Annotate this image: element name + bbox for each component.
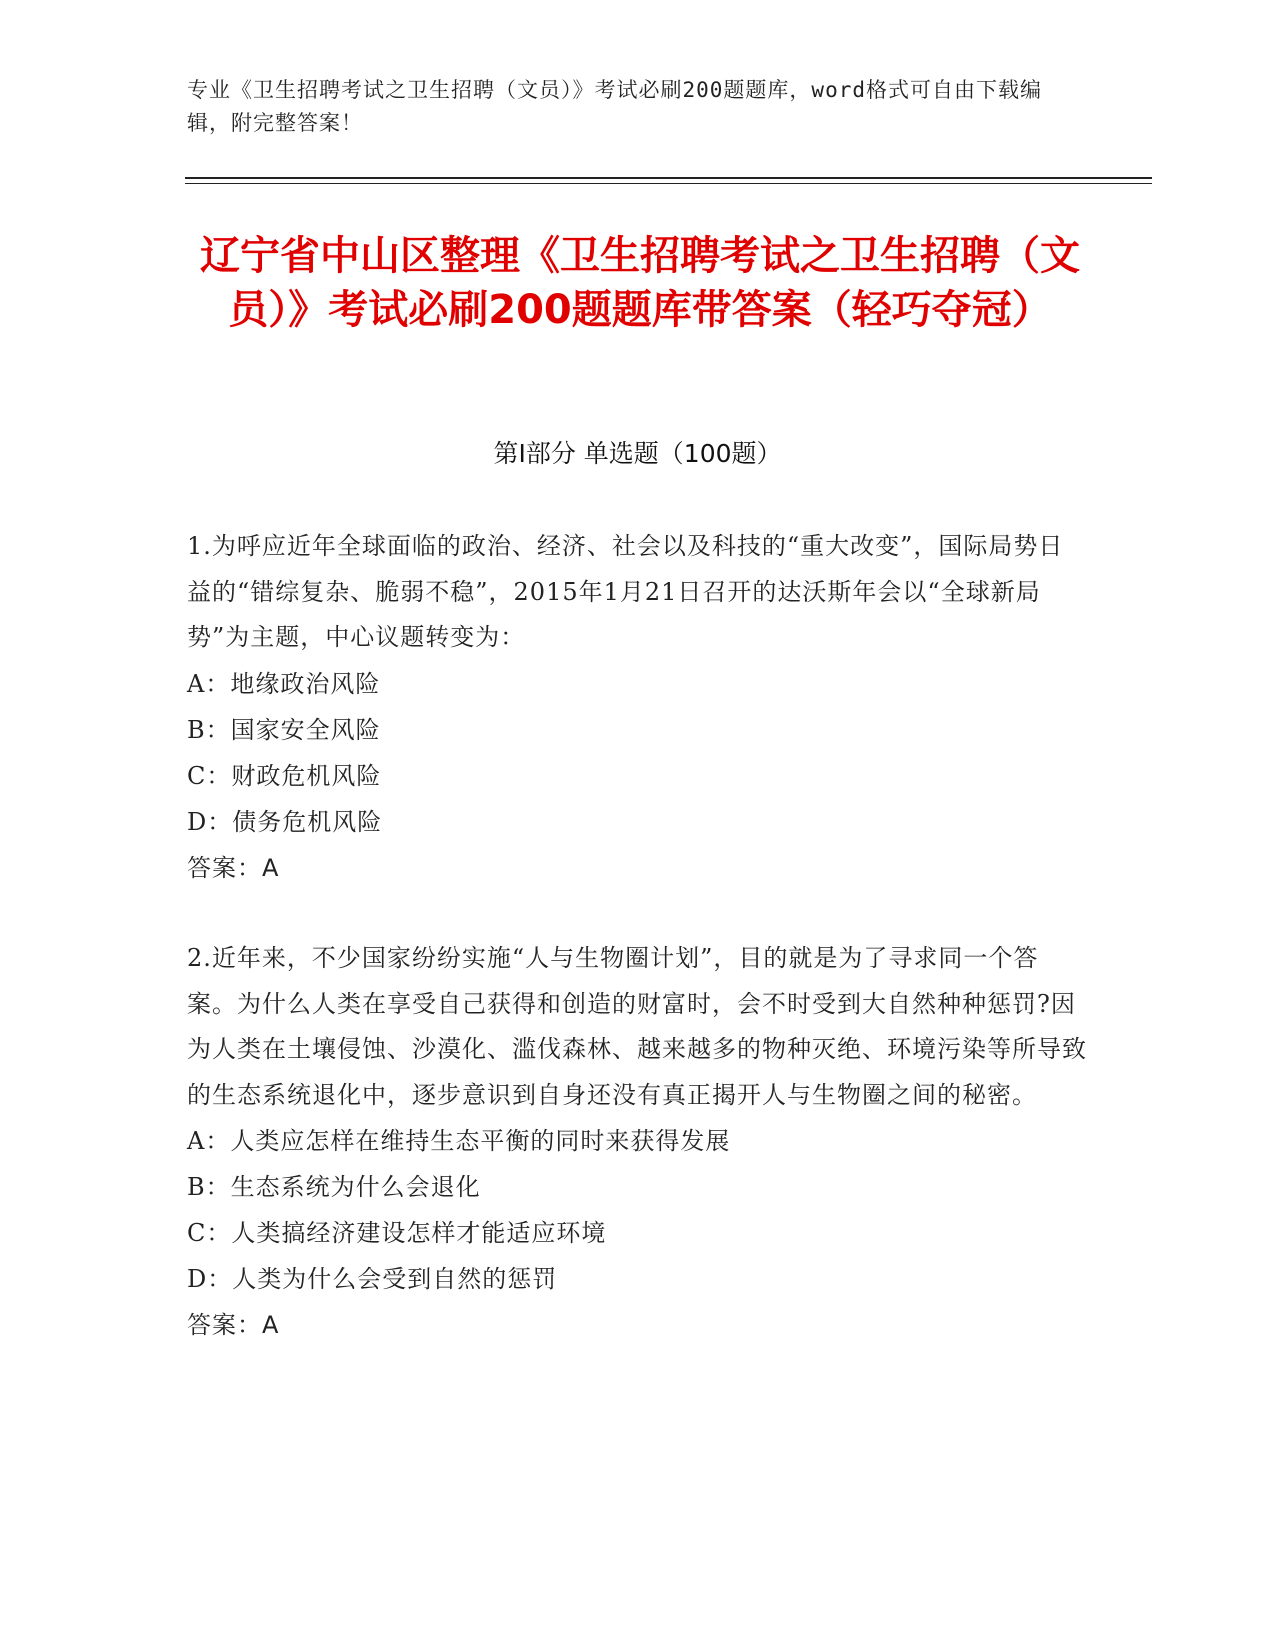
option-a: A：地缘政治风险 (187, 669, 381, 698)
option-d: D：人类为什么会受到自然的惩罚 (187, 1265, 558, 1293)
option-c: C：财政危机风险 (187, 761, 382, 790)
option-b: B：生态系统为什么会退化 (187, 1173, 481, 1201)
question-2 (187, 936, 1087, 1348)
section-heading: 第I部分 单选题（100题） (493, 439, 782, 468)
intro-text: 专业《卫生招聘考试之卫生招聘（文员）》考试必刷200题题库，word格式可自由下载编辑，附完整答案！ (187, 78, 1042, 135)
question-stem: 1.为呼应近年全球面临的政治、经济、社会以及科技的“重大改变”，国际局势日益的“错综复杂、脆弱不稳”，2015年1月21日召开的达沃斯年会以“全球新局势”为主题，中心议题转变为： (187, 532, 1064, 651)
question-stem: 2.近年来，不少国家纷纷实施“人与生物圈计划”，目的就是为了寻求同一个答案。为什么人类在享受自己获得和创造的财富时，会不时受到大自然种种惩罚?因为人类在土壤侵蚀、沙漠化、滥伐森林、越来越多的物种灭绝、环境污染等所导致的生态系统退化中，逐步意识到自身还没有真正揭开人与生物圈之间的秘密。 (187, 944, 1087, 1109)
option-a: A：人类应怎样在维持生态平衡的同时来获得发展 (187, 1127, 731, 1155)
answer-line: 答案：A (187, 853, 280, 882)
header-divider-thin (185, 183, 1152, 184)
document-title: 辽宁省中山区整理《卫生招聘考试之卫生招聘（文员）》考试必刷200题题库带答案（轻巧夺冠） (200, 233, 1080, 333)
header-divider-thick (185, 177, 1152, 179)
answer-line: 答案：A (187, 1311, 280, 1339)
question-1 (187, 524, 1087, 891)
option-b: B：国家安全风险 (187, 715, 381, 744)
option-d: D：债务危机风险 (187, 807, 383, 836)
option-c: C：人类搞经济建设怎样才能适应环境 (187, 1219, 607, 1247)
